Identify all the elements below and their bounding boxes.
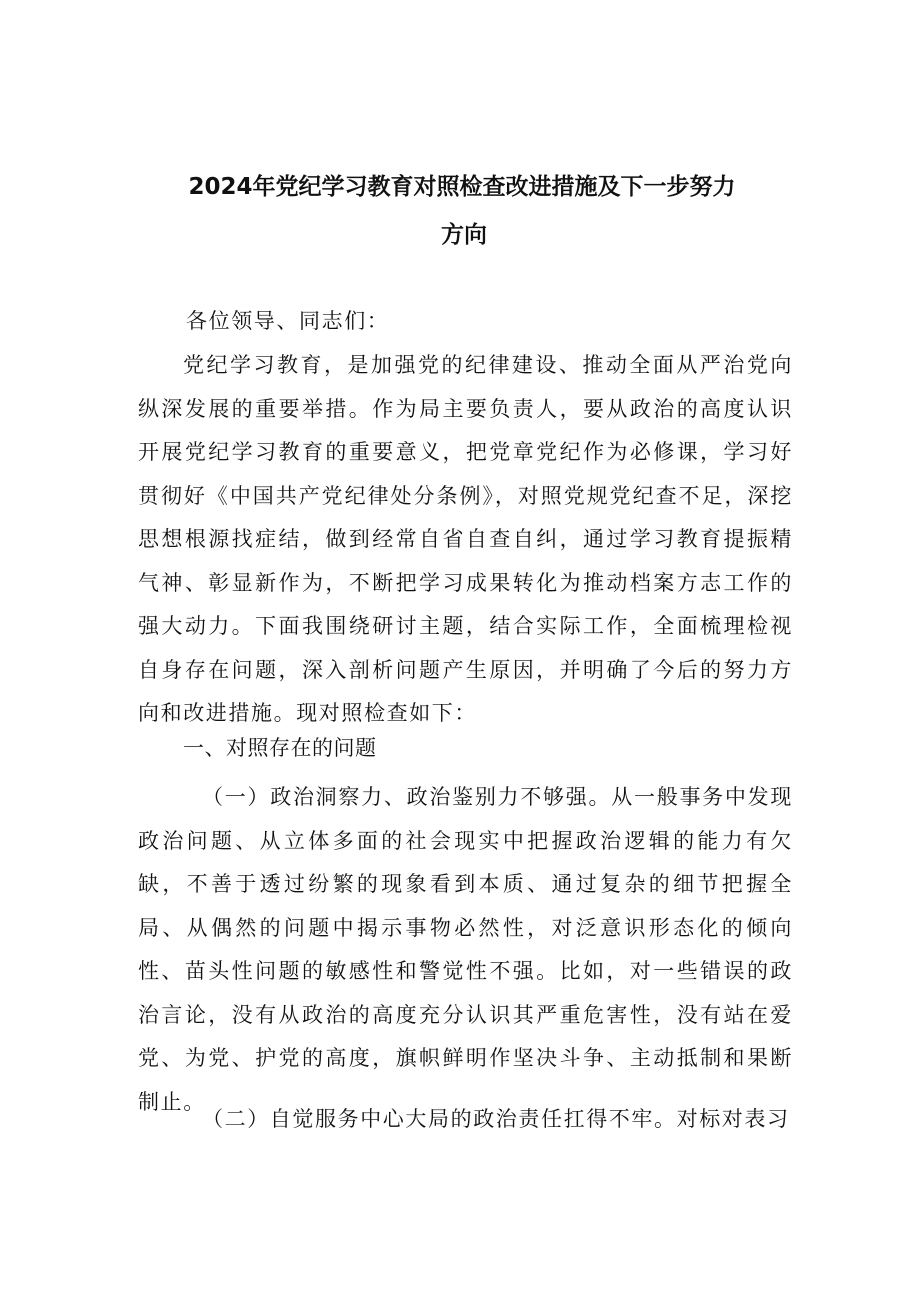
document-title-line2: 方向 <box>441 222 487 248</box>
paragraph-issue-1: （一）政治洞察力、政治鉴别力不够强。从一般事务中发现政治问题、从立体多面的社会现实中把握政治逻辑的能力有欠缺，不善于透过纷繁的现象看到本质、通过复杂的细节把握全局、从偶然的问题中揭示事物必然性，对泛意识形态化的倾向性、苗头性问题的敏感性和警觉性不强。比如，对一些错误的政治言论，没有从政治的高度充分认识其严重危害性，没有站在爱党、为党、护党的高度，旗帜鲜明作坚决斗争、主动抵制和果断制止。 <box>138 785 793 1114</box>
salutation: 各位领导、同志们： <box>186 309 390 333</box>
document-title-line1: 2024年党纪学习教育对照检查改进措施及下一步努力 <box>188 174 736 200</box>
paragraph-intro: 党纪学习教育，是加强党的纪律建设、推动全面从严治党向纵深发展的重要举措。作为局主要负责人，要从政治的高度认识开展党纪学习教育的重要意义，把党章党纪作为必修课，学习好贯彻好《中国共产党纪律处分条例》，对照党规党纪查不足，深挖思想根源找症结，做到经常自省自查自纠，通过学习教育提振精气神、彰显新作为，不断把学习成果转化为推动档案方志工作的强大动力。下面我围绕研讨主题，结合实际工作，全面梳理检视自身存在问题，深入剖析问题产生原因，并明确了今后的努力方向和改进措施。现对照检查如下： <box>138 353 793 725</box>
paragraph-issue-2: （二）自觉服务中心大局的政治责任扛得不牢。对标对表习 <box>202 1107 790 1131</box>
section-heading-1: 一、对照存在的问题 <box>183 736 377 760</box>
